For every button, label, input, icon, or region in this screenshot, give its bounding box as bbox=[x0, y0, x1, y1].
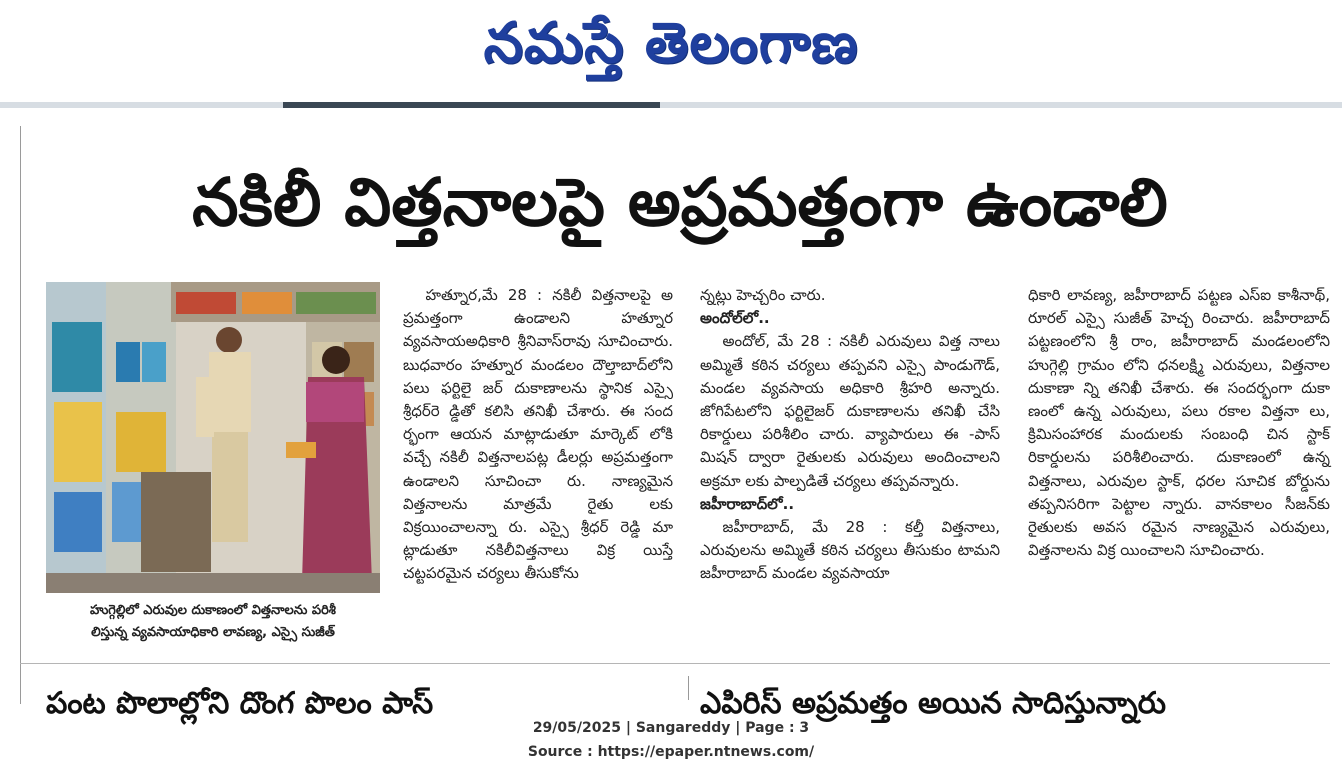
article-paragraph: జహీరాబాద్, మే 28 : కల్తీ విత్తనాలు, ఎరువులను అమ్మితే కఠిన చర్యలు తీసుకుం టామని జహీరాబాద్ మండల వ్యవసాయా bbox=[700, 518, 1000, 583]
next-headline-right: ఎపిరిస్ అప్రమత్తం అయిన సాదిస్తున్నారు bbox=[700, 686, 1166, 721]
masthead-rule bbox=[0, 102, 1342, 108]
subheading-andol: అందోల్‌లో.. bbox=[700, 309, 770, 328]
article-paragraph: అందోల్, మే 28 : నకిలీ ఎరువులు విత్త నాలు అమ్మితే కఠిన చర్యలు తప్పవని ఎస్సై పాండుగౌడ్, మండల వ్యవసాయ అధికారి శ్రీహరి అన్నారు. జోగిపేటలోని ఫర్టిలైజర్ దుకాణాలను తనిఖీ చేసి రికార్డులు పరిశీలిం చారు. వ్యాపారులు ఈ -పాస్ మిషన్ ద్వారా రైతులకు ఎరువులు అందించాలని అక్రమా లకు పాల్పడితే చర్యలు తప్పవన్నారు. bbox=[700, 332, 1000, 490]
article-photo bbox=[46, 282, 380, 593]
article-bottom-rule bbox=[20, 663, 1330, 664]
article-column-2 bbox=[700, 284, 1000, 664]
article-column-1 bbox=[403, 284, 673, 664]
photo-shop-inspection bbox=[46, 282, 380, 593]
article-paragraph: ధికారి లావణ్య, జహీరాబాద్ పట్టణ ఎస్ఐ కాశీనాథ్, రూరల్ ఎస్సై సుజీత్ హెచ్చ రించారు. జహీరాబాద్ పట్టణంలోని శ్రీ రాం, జహీరాబాద్ మండలంలోని హుగ్గెల్లి గ్రామం లోని ధనలక్ష్మి ఎరువులు, విత్తనాల దుకాణా న్ని తనిఖీ చేశారు. ఈ సందర్భంగా దుకా ణంలో ఉన్న ఎరువులు, పలు రకాల విత్తనా లు, క్రిమిసంహారక మందులకు సంబంధి చిన స్టాక్ రికార్డులను పరిశీలించారు. దుకాణంలో ఉన్న విత్తనాలు, ఎరువుల స్టాక్, ధరల సూచిక బోర్డును తప్పనిసరిగా పెట్టాల న్నారు. వానకాలం సీజన్‌కు రైతులకు అవస రమైన నాణ్యమైన ఎరువులు, విత్తనాలను విక్ర యించాలని సూచించారు. bbox=[1028, 286, 1330, 560]
masthead bbox=[0, 0, 1342, 100]
next-headline-left: పంట పొలాల్లోని దొంగ పొలం పాస్ bbox=[46, 686, 434, 721]
article-paragraph: హత్నూర,మే 28 : నకిలీ విత్తనాలపై అ ప్రమత్తంగా ఉండాలని హత్నూర వ్యవసాయఅధికారి శ్రీనివాస్‌రావు సూచించారు. బుధవారం హత్నూర మండలం దౌల్తాబాద్‌లోని పలు ఫర్టిలై జర్ దుకాణాలను స్థానిక ఎస్సై శ్రీధర్‌రె డ్డితో కలిసి తనిఖీ చేశారు. ఈ సంద ర్భంగా ఆయన మాట్లాడుతూ మార్కెట్ లోకి వచ్చే నకిలీ విత్తనాలపట్ల డీలర్లు అప్రమత్తంగా ఉండాలని సూచించా రు. నాణ్యమైన విత్తనాలను మాత్రమే రైతు లకు విక్రయించాలన్నా రు. ఎస్సై శ్రీధర్ రెడ్డి మా ట్లాడుతూ నకిలీవిత్తనాలు విక్ర యిస్తే చట్టపరమైన చర్యలు తీసుకోను bbox=[403, 286, 673, 583]
article-headline: నకిలీ విత్తనాలపై అప్రమత్తంగా ఉండాలి bbox=[192, 164, 1168, 241]
masthead-title: నమస్తే తెలంగాణ bbox=[483, 10, 859, 76]
photo-caption-line: లిస్తున్న వ్యవసాయాధికారి లావణ్య, ఎస్సై సుజీత్ bbox=[91, 625, 335, 640]
page-frame-left bbox=[20, 126, 21, 704]
article-column-3 bbox=[1028, 284, 1330, 664]
photo-caption-line: హుగ్గెల్లిలో ఎరువుల దుకాణంలో విత్తనాలను పరిశీ bbox=[90, 603, 336, 618]
next-article-divider bbox=[688, 676, 689, 700]
photo-caption bbox=[46, 600, 380, 644]
masthead-rule-accent bbox=[283, 102, 660, 108]
footer-edition-info: 29/05/2025 | Sangareddy | Page : 3 bbox=[532, 720, 810, 736]
page-footer bbox=[0, 716, 1342, 764]
article-paragraph: న్నట్లు హెచ్చరిం చారు. bbox=[700, 286, 826, 304]
footer-source: Source : https://epaper.ntnews.com/ bbox=[527, 744, 815, 760]
subheading-zaheerabad: జహీరాబాద్‌లో.. bbox=[700, 494, 795, 513]
